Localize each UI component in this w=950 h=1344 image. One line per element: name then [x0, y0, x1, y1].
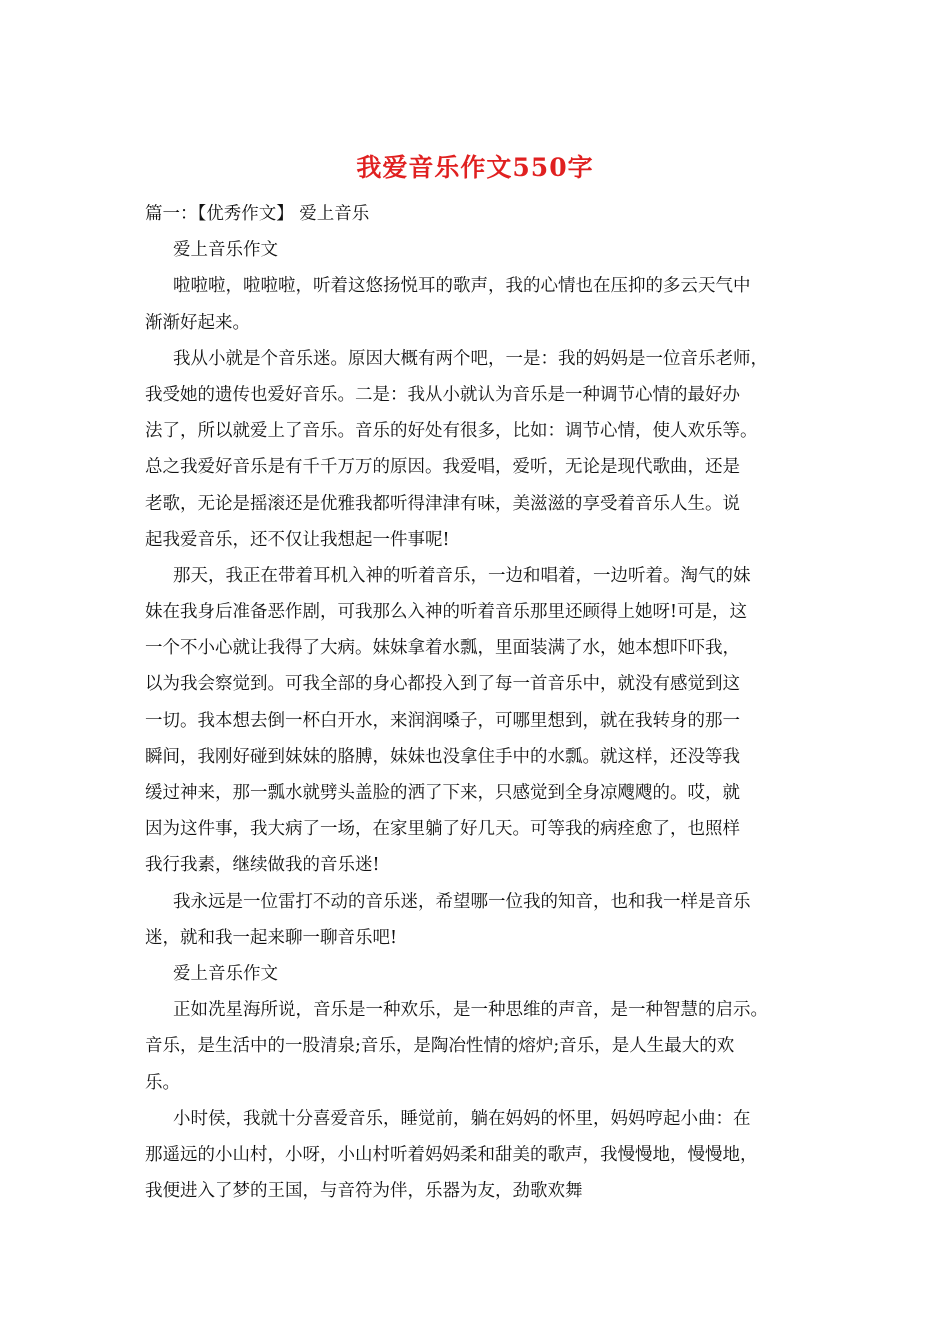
document-title: 我爱音乐作文550字: [356, 153, 594, 182]
text-line: 我永远是一位雷打不动的音乐迷，希望哪一位我的知音，也和我一样是音乐: [173, 891, 751, 912]
document-body: [145, 196, 825, 1209]
text-line: 音乐，是生活中的一股清泉;音乐，是陶冶性情的熔炉;音乐，是人生最大的欢: [145, 1036, 735, 1057]
text-line: 一切。我本想去倒一杯白开水，来润润嗓子，可哪里想到，就在我转身的那一: [145, 710, 740, 731]
text-line: 一个不小心就让我得了大病。妹妹拿着水瓢，里面装满了水，她本想吓吓我，: [145, 638, 740, 659]
text-line: 我便进入了梦的王国，与音符为伴，乐器为友，劲歌欢舞: [145, 1181, 583, 1202]
text-line: 我行我素，继续做我的音乐迷!: [145, 855, 380, 876]
text-line: 总之我爱好音乐是有千千万万的原因。我爱唱，爱听，无论是现代歌曲，还是: [145, 457, 740, 478]
text-line: 妹在我身后准备恶作剧，可我那么入神的听着音乐那里还顾得上她呀!可是，这: [145, 602, 748, 623]
text-line: 正如冼星海所说，音乐是一种欢乐，是一种思维的声音，是一种智慧的启示。: [173, 1000, 768, 1021]
text-line: 以为我会察觉到。可我全部的身心都投入到了每一首音乐中，就没有感觉到这: [145, 674, 740, 695]
text-line: 那遥远的小山村，小呀，小山村听着妈妈柔和甜美的歌声，我慢慢地，慢慢地，: [145, 1144, 758, 1165]
text-line: 法了，所以就爱上了音乐。音乐的好处有很多，比如：调节心情，使人欢乐等。: [145, 421, 758, 442]
text-line: 迷，就和我一起来聊一聊音乐吧!: [145, 927, 398, 948]
text-line: 因为这件事，我大病了一场，在家里躺了好几天。可等我的病痊愈了，也照样: [145, 819, 740, 840]
text-line: 乐。: [145, 1072, 180, 1093]
text-line: 篇一：【优秀作文】 爱上音乐: [145, 204, 370, 224]
text-line: 我受她的遗传也爱好音乐。二是：我从小就认为音乐是一种调节心情的最好办: [145, 384, 740, 405]
text-line: 瞬间，我刚好碰到妹妹的胳膊，妹妹也没拿住手中的水瓢。就这样，还没等我: [145, 746, 740, 767]
text-line: 啦啦啦，啦啦啦，听着这悠扬悦耳的歌声，我的心情也在压抑的多云天气中: [173, 276, 751, 297]
text-line: 爱上音乐作文: [173, 963, 278, 984]
text-line: 缓过神来，那一瓢水就劈头盖脸的洒了下来，只感觉到全身凉飕飕的。哎，就: [145, 783, 740, 803]
text-line: 渐渐好起来。: [145, 312, 250, 333]
text-line: 爱上音乐作文: [173, 240, 278, 261]
text-line: 起我爱音乐，还不仅让我想起一件事呢!: [145, 529, 450, 550]
text-line: 我从小就是个音乐迷。原因大概有两个吧，一是：我的妈妈是一位音乐老师，: [173, 348, 768, 369]
text-line: 小时侯，我就十分喜爱音乐，睡觉前，躺在妈妈的怀里，妈妈哼起小曲：在: [173, 1108, 751, 1129]
text-line: 老歌，无论是摇滚还是优雅我都听得津津有味，美滋滋的享受着音乐人生。说: [145, 493, 740, 514]
text-line: 那天，我正在带着耳机入神的听着音乐，一边和唱着，一边听着。淘气的妹: [173, 565, 751, 586]
